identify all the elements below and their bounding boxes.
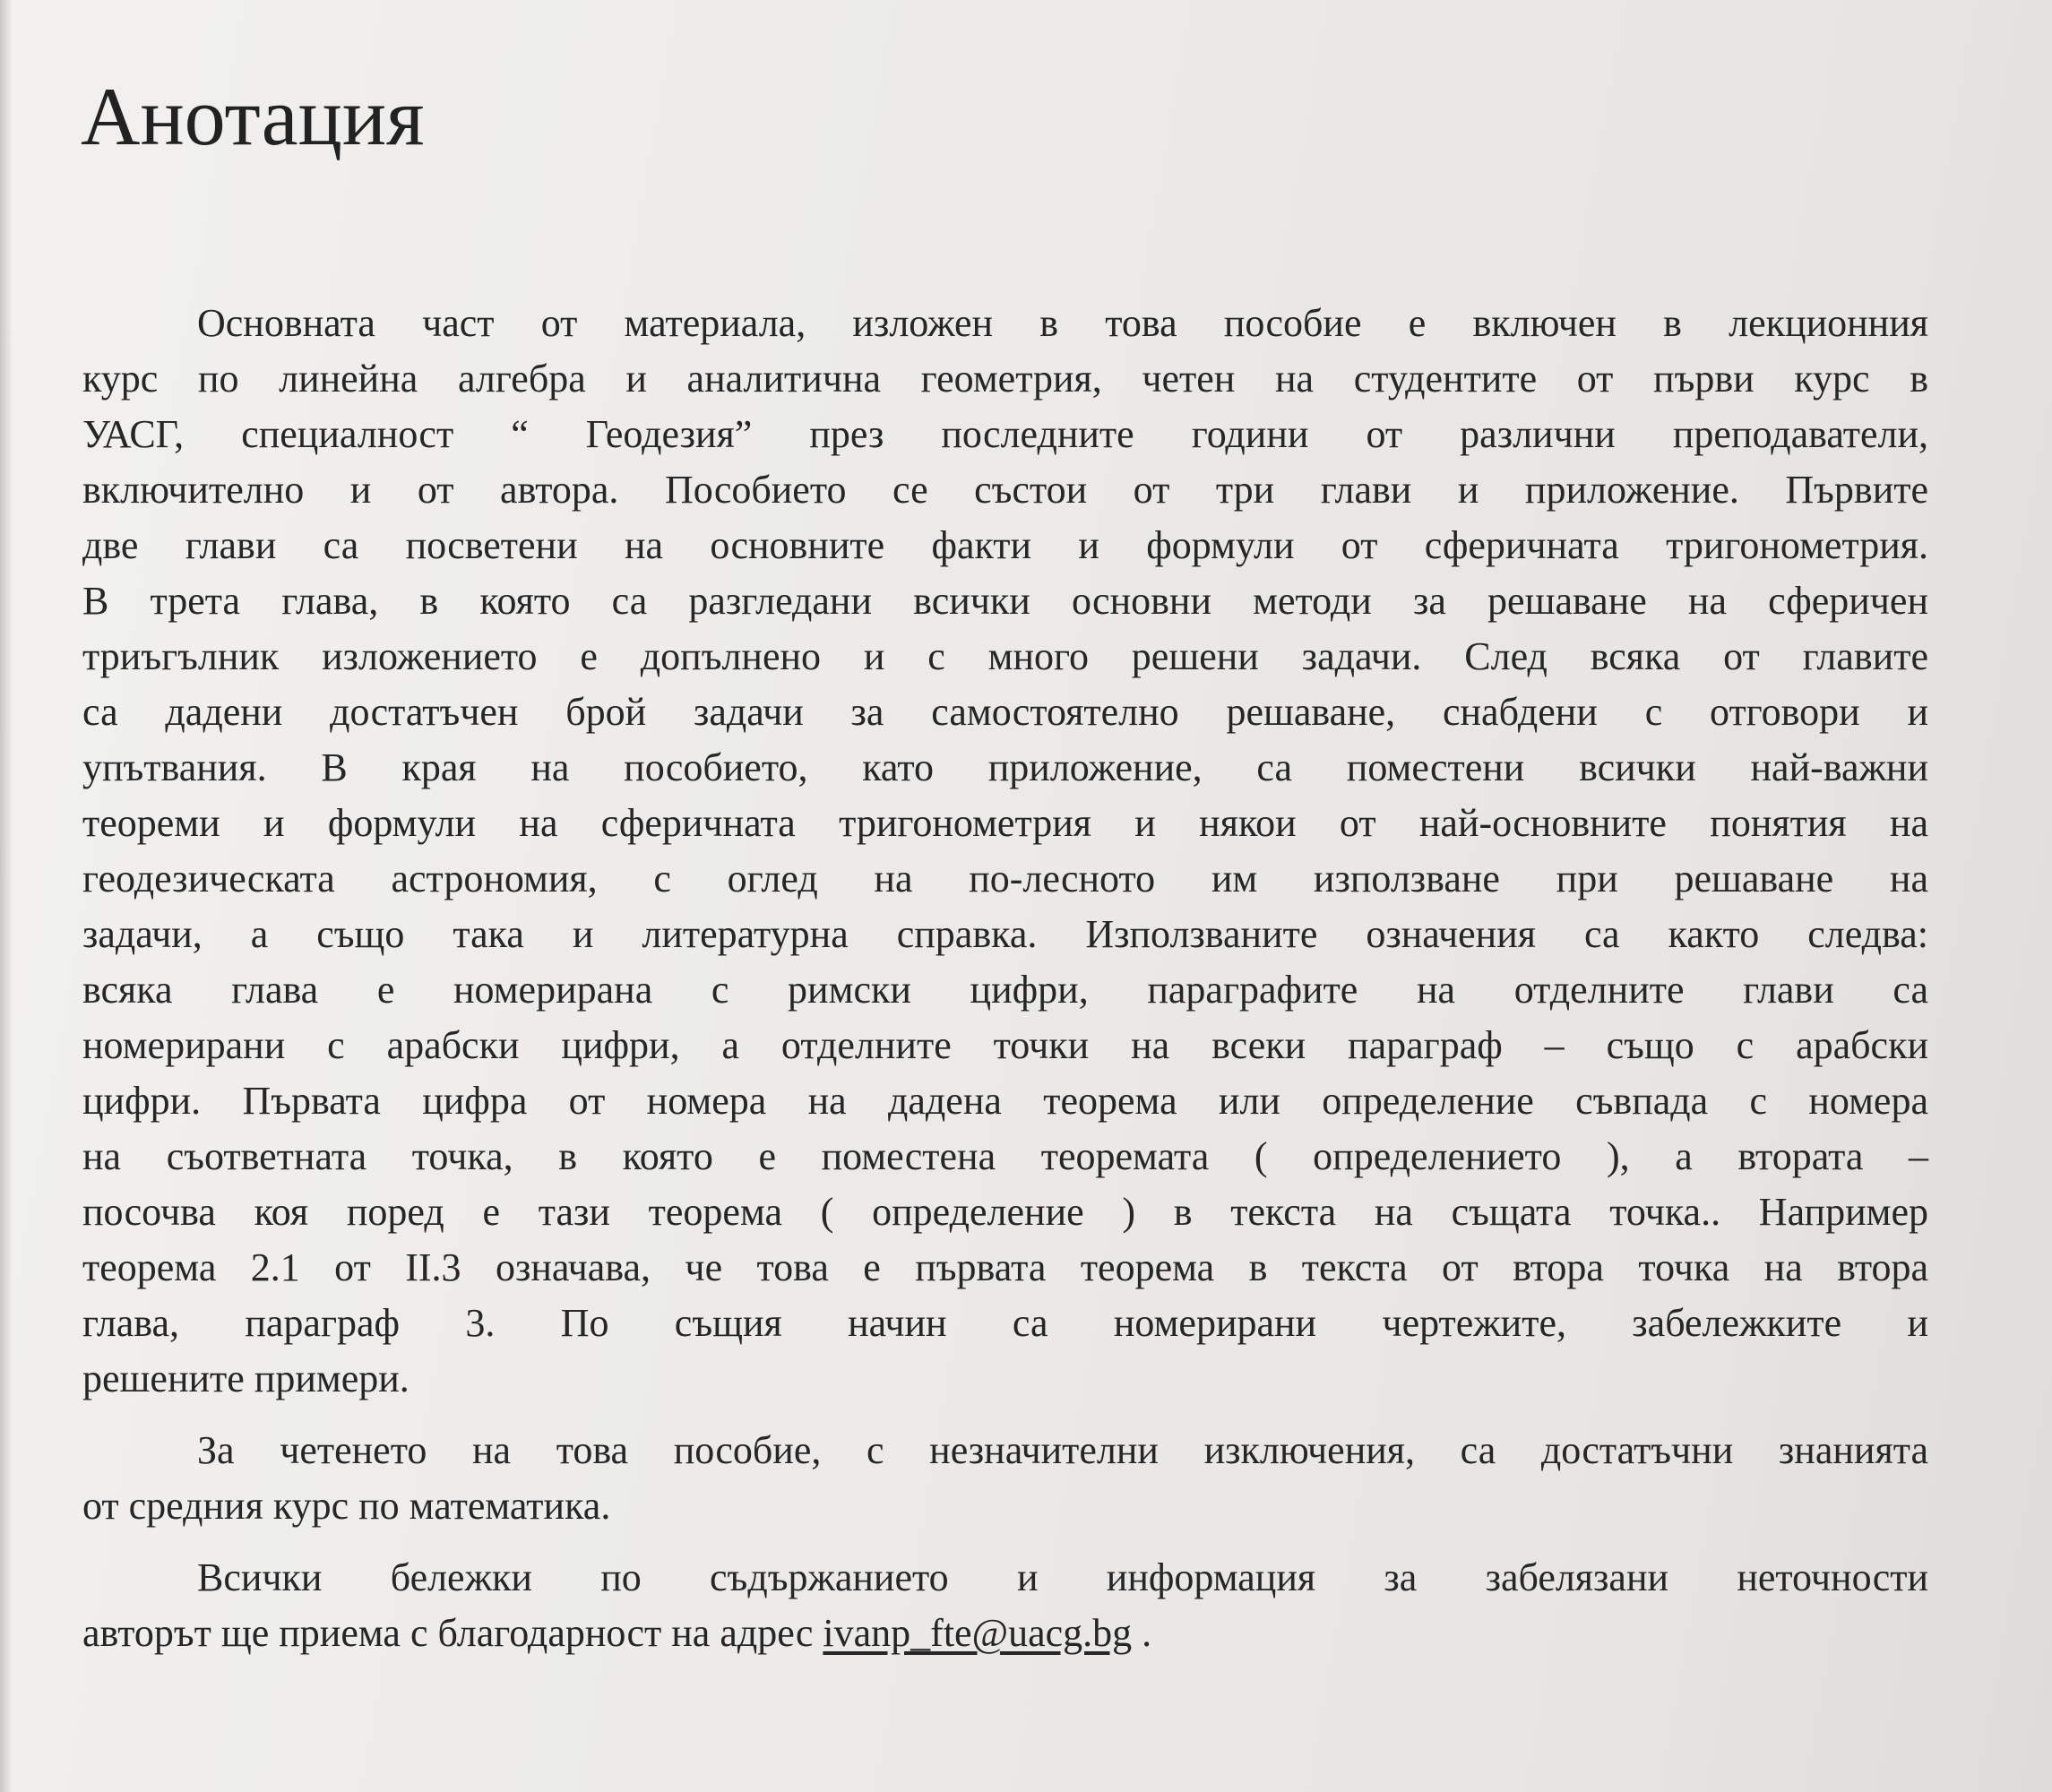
page-edge-shadow <box>0 0 13 1792</box>
text-line: решените примери. <box>82 1357 410 1400</box>
text-line: посочва коя поред е тази теорема ( определение ) в текста на същата точка.. Например <box>82 1190 1928 1234</box>
closing-prefix: авторът ще приема с благодарност на адрес <box>82 1611 814 1655</box>
text-line: УАСГ, специалност “ Геодезия” през последните години от различни преподаватели, <box>82 412 1928 456</box>
text-line: глава, параграф 3. По същия начин са номерирани чертежите, забележките и <box>82 1301 1928 1345</box>
text-line: Основната част от материала, изложен в това пособие е включен в лекционния <box>197 301 1928 345</box>
text-line: В трета глава, в която са разгледани всички основни методи за решаване на сферичен <box>82 579 1928 623</box>
closing-line <box>82 1606 1928 1661</box>
page-title: Анотация <box>81 71 425 162</box>
text-line: две глави са посветени на основните факти и формули от сферичната тригонометрия. <box>82 523 1928 567</box>
text-line: триъгълник изложението е допълнено и с много решени задачи. След всяка от главите <box>82 634 1928 678</box>
text-line: от средния курс по математика. <box>82 1484 611 1528</box>
text-line: теорема 2.1 от II.3 означава, че това е първата теорема в текста от втора точка на втора <box>82 1245 1928 1289</box>
text-line: всяка глава е номерирана с римски цифри, параграфите на отделните глави са <box>82 968 1928 1012</box>
text-line: упътвания. В края на пособието, като приложение, са поместени всички най-важни <box>82 745 1928 789</box>
text-line: задачи, а също така и литературна справка. Използваните означения са както следва: <box>82 912 1928 956</box>
annotation-body <box>82 296 1928 1661</box>
email-link[interactable]: ivanp_fte@uacg.bg <box>823 1611 1133 1655</box>
text-line: номерирани с арабски цифри, а отделните точки на всеки параграф – също с арабски <box>82 1023 1928 1067</box>
text-line: геодезическата астрономия, с оглед на по-лесното им използване при решаване на <box>82 857 1928 900</box>
closing-suffix: . <box>1142 1611 1152 1655</box>
paragraph-gap <box>82 1534 1928 1550</box>
text-line: За четенето на това пособие, с незначителни изключения, са достатъчни знанията <box>197 1428 1928 1472</box>
text-line: включително и от автора. Пособието се състои от три глави и приложение. Първите <box>82 468 1928 512</box>
text-line: цифри. Първата цифра от номера на дадена теорема или определение съвпада с номера <box>82 1079 1928 1123</box>
text-line: Всички бележки по съдържанието и информация за забелязани неточности <box>197 1555 1928 1599</box>
text-line: теореми и формули на сферичната тригонометрия и някои от най-основните понятия на <box>82 801 1928 845</box>
paragraph-gap <box>82 1407 1928 1423</box>
text-line: курс по линейна алгебра и аналитична геометрия, четен на студентите от първи курс в <box>82 357 1928 401</box>
text-line: са дадени достатъчен брой задачи за самостоятелно решаване, снабдени с отговори и <box>82 690 1928 734</box>
text-line: на съответната точка, в която е поместена теоремата ( определението ), а втората – <box>82 1134 1928 1178</box>
